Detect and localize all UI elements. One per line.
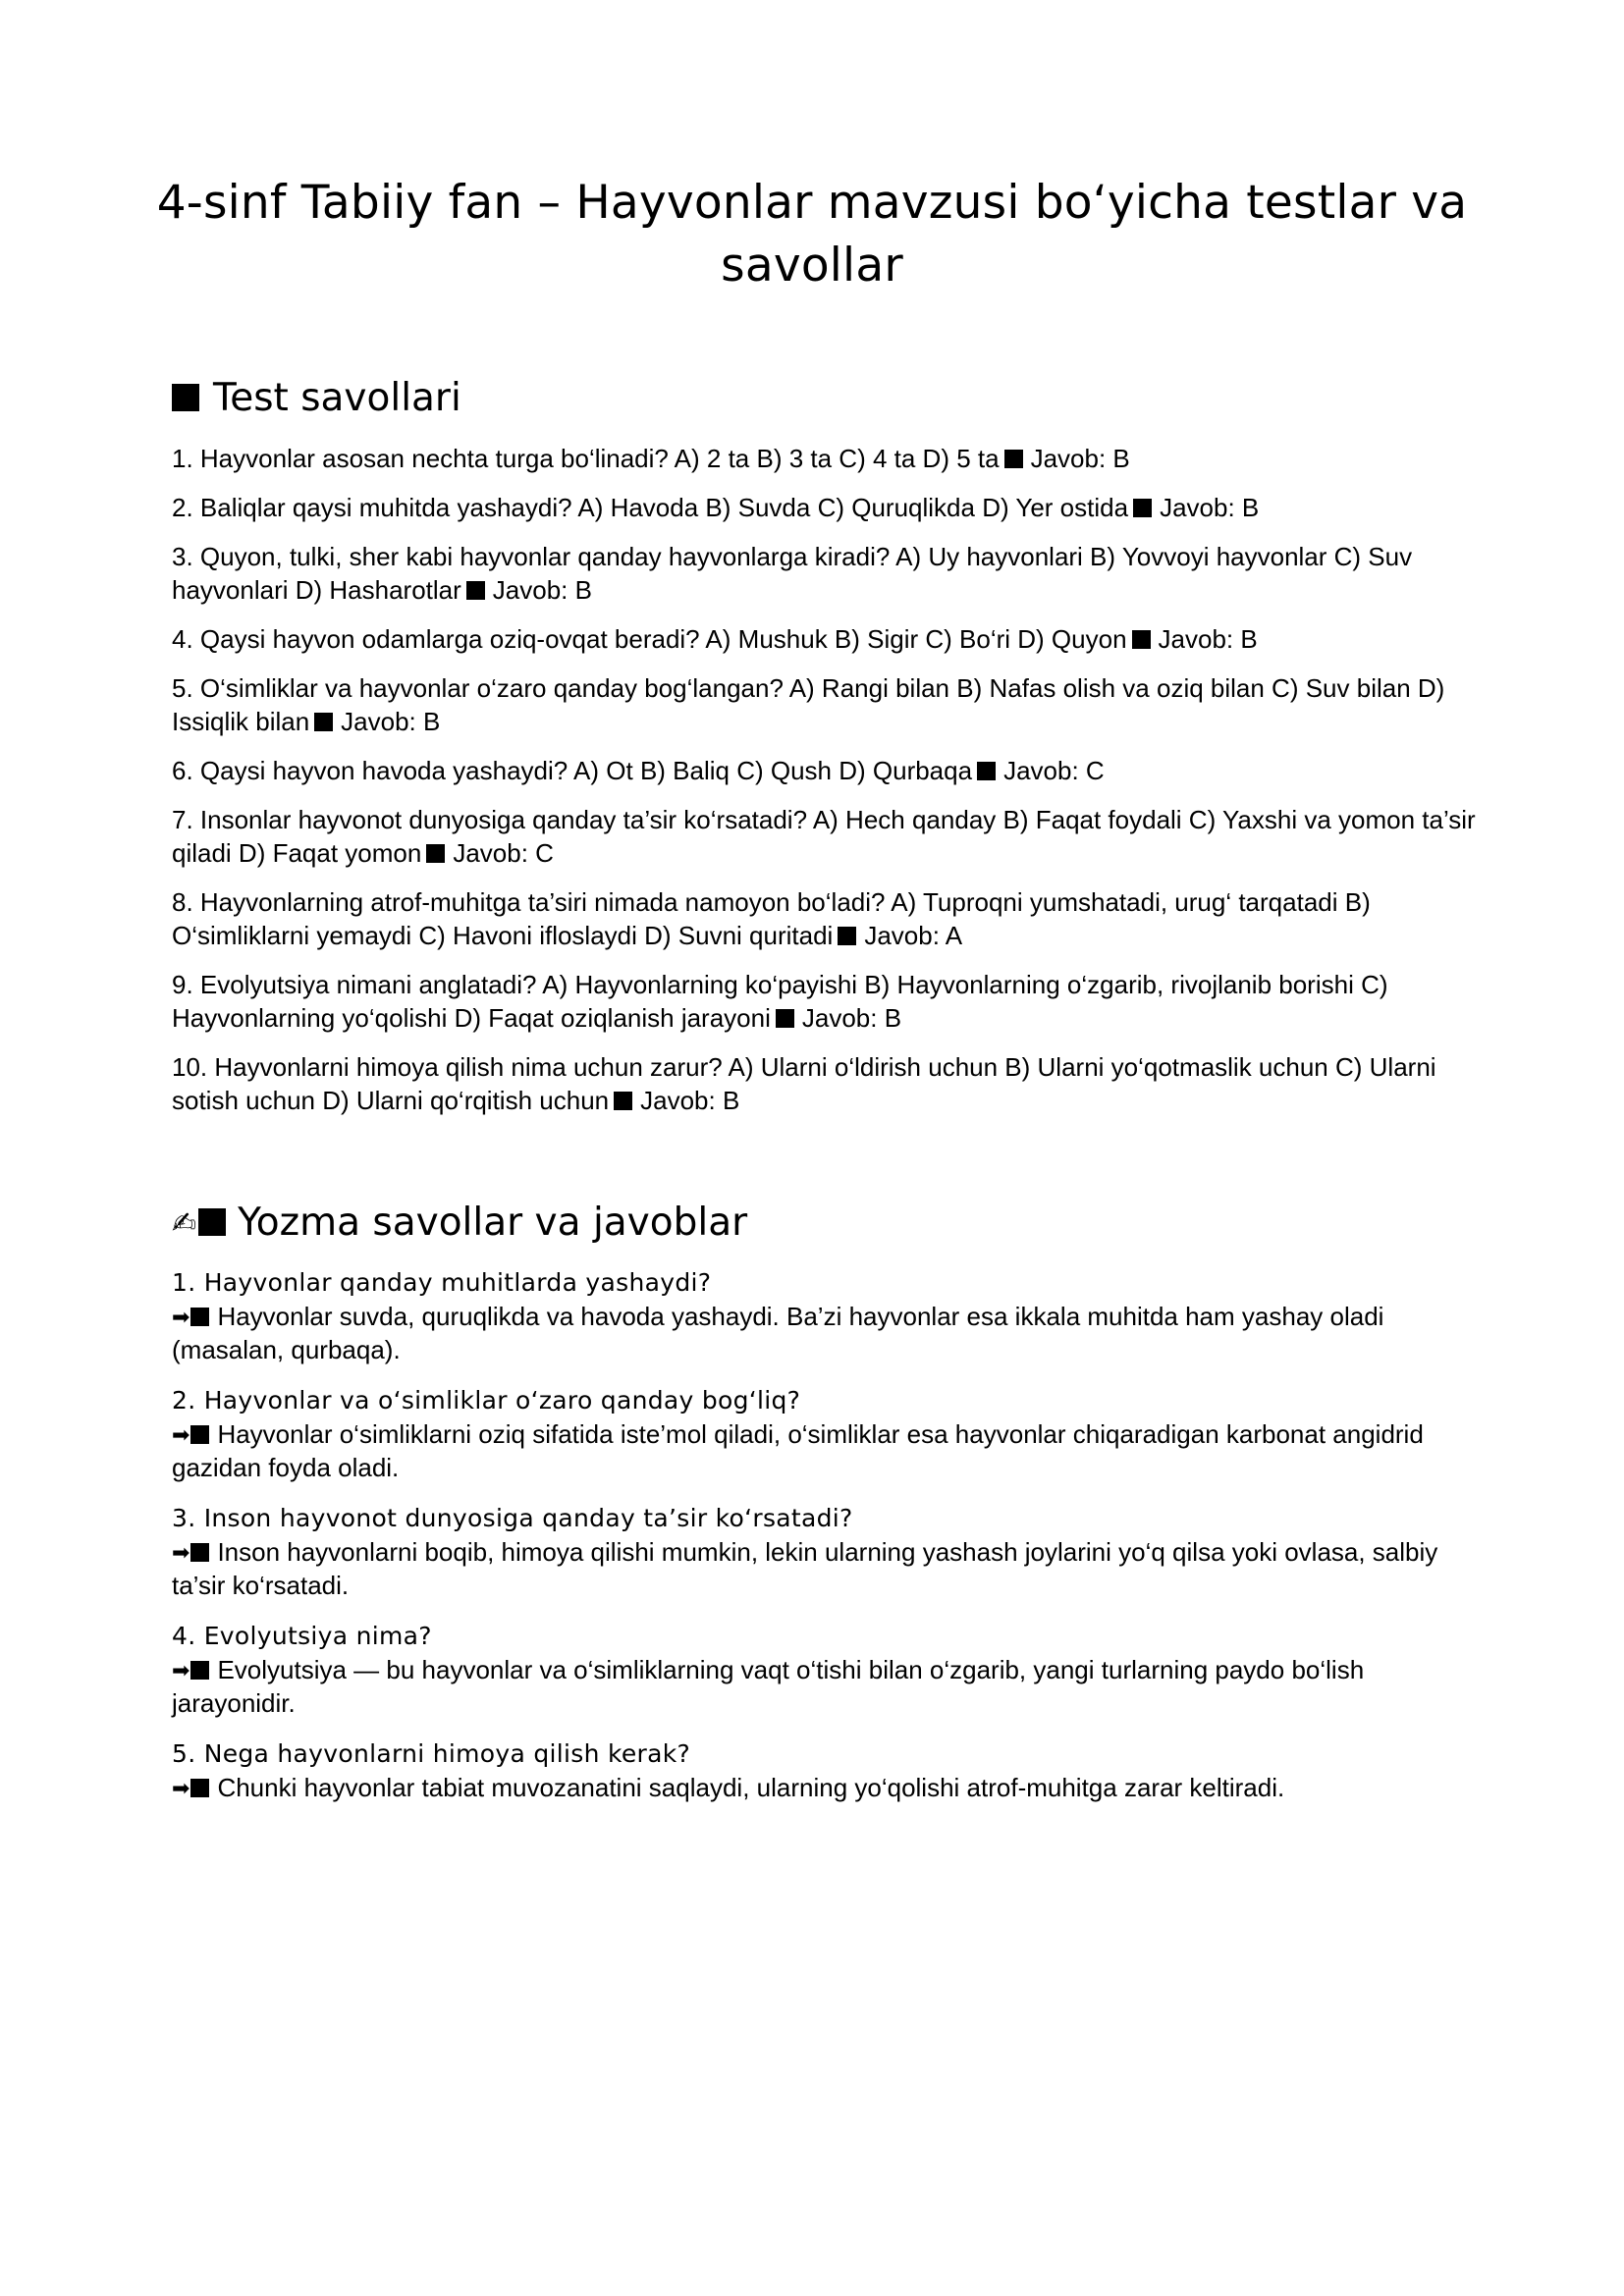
test-answer: Javob: B bbox=[1030, 444, 1130, 473]
written-item bbox=[172, 1266, 1478, 1366]
written-item bbox=[172, 1737, 1478, 1804]
written-question: 3. Inson hayvonot dunyosiga qanday ta’sir ko‘rsatadi? bbox=[172, 1504, 853, 1532]
written-section-heading bbox=[172, 1200, 747, 1248]
test-answer: Javob: B bbox=[341, 707, 441, 736]
test-section-heading bbox=[172, 375, 461, 422]
answer-square-icon bbox=[190, 1779, 209, 1797]
test-question-text: 4. Qaysi hayvon odamlarga oziq-ovqat beradi? A) Mushuk B) Sigir C) Bo‘ri D) Quyon bbox=[172, 624, 1127, 654]
written-answer bbox=[172, 1300, 1478, 1366]
test-question-text: 8. Hayvonlarning atrof-muhitga ta’siri nimada namoyon bo‘ladi? A) Tuproqni yumshatadi, urug‘ tarqatadi B) O‘simliklarni yemaydi C) Havoni ifloslaydi D) Suvni quritadi bbox=[172, 887, 1371, 950]
written-section-heading-text: Yozma savollar va javoblar bbox=[238, 1201, 748, 1245]
written-question: 1. Hayvonlar qanday muhitlarda yashaydi? bbox=[172, 1268, 712, 1297]
written-answer-text: Inson hayvonlarni boqib, himoya qilishi mumkin, lekin ularning yashash joylarini yo‘q qilsa yoki ovlasa, salbiy ta’sir ko‘rsatadi. bbox=[172, 1537, 1438, 1600]
square-bullet-icon bbox=[172, 384, 199, 411]
arrow-right-icon: ➡ bbox=[172, 1305, 190, 1329]
arrow-right-icon: ➡ bbox=[172, 1540, 190, 1565]
test-question-text: 5. O‘simliklar va hayvonlar o‘zaro qanday bog‘langan? A) Rangi bilan B) Nafas olish va oziq bilan C) Suv bilan D) Issiqlik bilan bbox=[172, 673, 1445, 736]
test-answer: Javob: A bbox=[864, 921, 963, 950]
test-question bbox=[172, 442, 1478, 475]
answer-square-icon bbox=[1132, 630, 1151, 649]
written-answer bbox=[172, 1417, 1478, 1484]
test-answer: Javob: B bbox=[492, 575, 592, 605]
test-answer: Javob: C bbox=[453, 838, 554, 868]
test-answer: Javob: C bbox=[1003, 756, 1105, 785]
written-question-list bbox=[172, 1266, 1478, 1822]
written-item bbox=[172, 1502, 1478, 1602]
written-answer bbox=[172, 1535, 1478, 1602]
test-question-text: 6. Qaysi hayvon havoda yashaydi? A) Ot B) Baliq C) Qush D) Qurbaqa bbox=[172, 756, 973, 785]
answer-square-icon bbox=[977, 762, 996, 780]
test-question bbox=[172, 885, 1478, 952]
answer-square-icon bbox=[838, 927, 856, 945]
test-question bbox=[172, 754, 1478, 787]
arrow-right-icon: ➡ bbox=[172, 1422, 190, 1447]
test-question-list bbox=[172, 442, 1478, 1133]
answer-square-icon bbox=[190, 1308, 209, 1326]
arrow-right-icon: ➡ bbox=[172, 1776, 190, 1800]
written-answer-text: Evolyutsiya — bu hayvonlar va o‘simliklarning vaqt o‘tishi bilan o‘zgarib, yangi turlarning paydo bo‘lish jarayonidir. bbox=[172, 1655, 1365, 1718]
answer-square-icon bbox=[190, 1661, 209, 1680]
written-answer-text: Hayvonlar o‘simliklarni oziq sifatida iste’mol qiladi, o‘simliklar esa hayvonlar chiqaradigan karbonat angidrid gazidan foyda oladi. bbox=[172, 1419, 1424, 1482]
written-answer bbox=[172, 1653, 1478, 1720]
answer-square-icon bbox=[776, 1009, 794, 1028]
written-question: 4. Evolyutsiya nima? bbox=[172, 1622, 432, 1650]
test-question-text: 2. Baliqlar qaysi muhitda yashaydi? A) Havoda B) Suvda C) Quruqlikda D) Yer ostida bbox=[172, 493, 1129, 522]
test-answer: Javob: B bbox=[1160, 493, 1260, 522]
test-question-text: 3. Quyon, tulki, sher kabi hayvonlar qanday hayvonlarga kiradi? A) Uy hayvonlari B) Yovvoyi hayvonlar C) Suv hayvonlari D) Hasharotlar bbox=[172, 542, 1413, 605]
answer-square-icon bbox=[426, 844, 445, 863]
test-question bbox=[172, 622, 1478, 656]
written-question: 5. Nega hayvonlarni himoya qilish kerak? bbox=[172, 1739, 691, 1768]
test-question bbox=[172, 540, 1478, 607]
answer-square-icon bbox=[466, 581, 485, 600]
arrow-right-icon: ➡ bbox=[172, 1658, 190, 1682]
test-question bbox=[172, 968, 1478, 1035]
test-answer: Javob: B bbox=[801, 1003, 902, 1033]
test-answer: Javob: B bbox=[640, 1086, 740, 1115]
answer-square-icon bbox=[314, 713, 333, 731]
written-question: 2. Hayvonlar va o‘simliklar o‘zaro qanday bog‘liq? bbox=[172, 1386, 801, 1415]
writing-hand-icon: ✍ bbox=[172, 1206, 197, 1241]
written-answer-text: Chunki hayvonlar tabiat muvozanatini saqlaydi, ularning yo‘qolishi atrof-muhitga zarar keltiradi. bbox=[217, 1773, 1285, 1802]
answer-square-icon bbox=[1133, 499, 1152, 517]
answer-square-icon bbox=[614, 1092, 632, 1110]
test-question-text: 7. Insonlar hayvonot dunyosiga qanday ta’sir ko‘rsatadi? A) Hech qanday B) Faqat foydali C) Yaxshi va yomon ta’sir qiladi D) Faqat yomon bbox=[172, 805, 1476, 868]
test-question bbox=[172, 803, 1478, 870]
answer-square-icon bbox=[190, 1425, 209, 1444]
square-bullet-icon bbox=[198, 1208, 226, 1236]
test-question-text: 9. Evolyutsiya nimani anglatadi? A) Hayvonlarning ko‘payishi B) Hayvonlarning o‘zgarib, rivojlanib borishi C) Hayvonlarning yo‘qolishi D) Faqat oziqlanish jarayoni bbox=[172, 970, 1388, 1033]
test-section-heading-text: Test savollari bbox=[213, 376, 461, 420]
written-answer-text: Hayvonlar suvda, quruqlikda va havoda yashaydi. Ba’zi hayvonlar esa ikkala muhitda ham yashay oladi (masalan, qurbaqa). bbox=[172, 1302, 1384, 1364]
written-item bbox=[172, 1620, 1478, 1720]
test-question bbox=[172, 1050, 1478, 1117]
answer-square-icon bbox=[190, 1543, 209, 1562]
test-question-text: 10. Hayvonlarni himoya qilish nima uchun zarur? A) Ularni o‘ldirish uchun B) Ularni yo‘qotmaslik uchun C) Ularni sotish uchun D) Ularni qo‘rqitish uchun bbox=[172, 1052, 1436, 1115]
test-question-text: 1. Hayvonlar asosan nechta turga bo‘linadi? A) 2 ta B) 3 ta C) 4 ta D) 5 ta bbox=[172, 444, 1000, 473]
test-answer: Javob: B bbox=[1158, 624, 1258, 654]
written-item bbox=[172, 1384, 1478, 1484]
document-title: 4-sinf Tabiiy fan – Hayvonlar mavzusi bo‘yicha testlar va savollar bbox=[156, 176, 1468, 293]
test-question bbox=[172, 671, 1478, 738]
test-question bbox=[172, 491, 1478, 524]
answer-square-icon bbox=[1004, 450, 1023, 468]
written-answer bbox=[172, 1771, 1478, 1804]
